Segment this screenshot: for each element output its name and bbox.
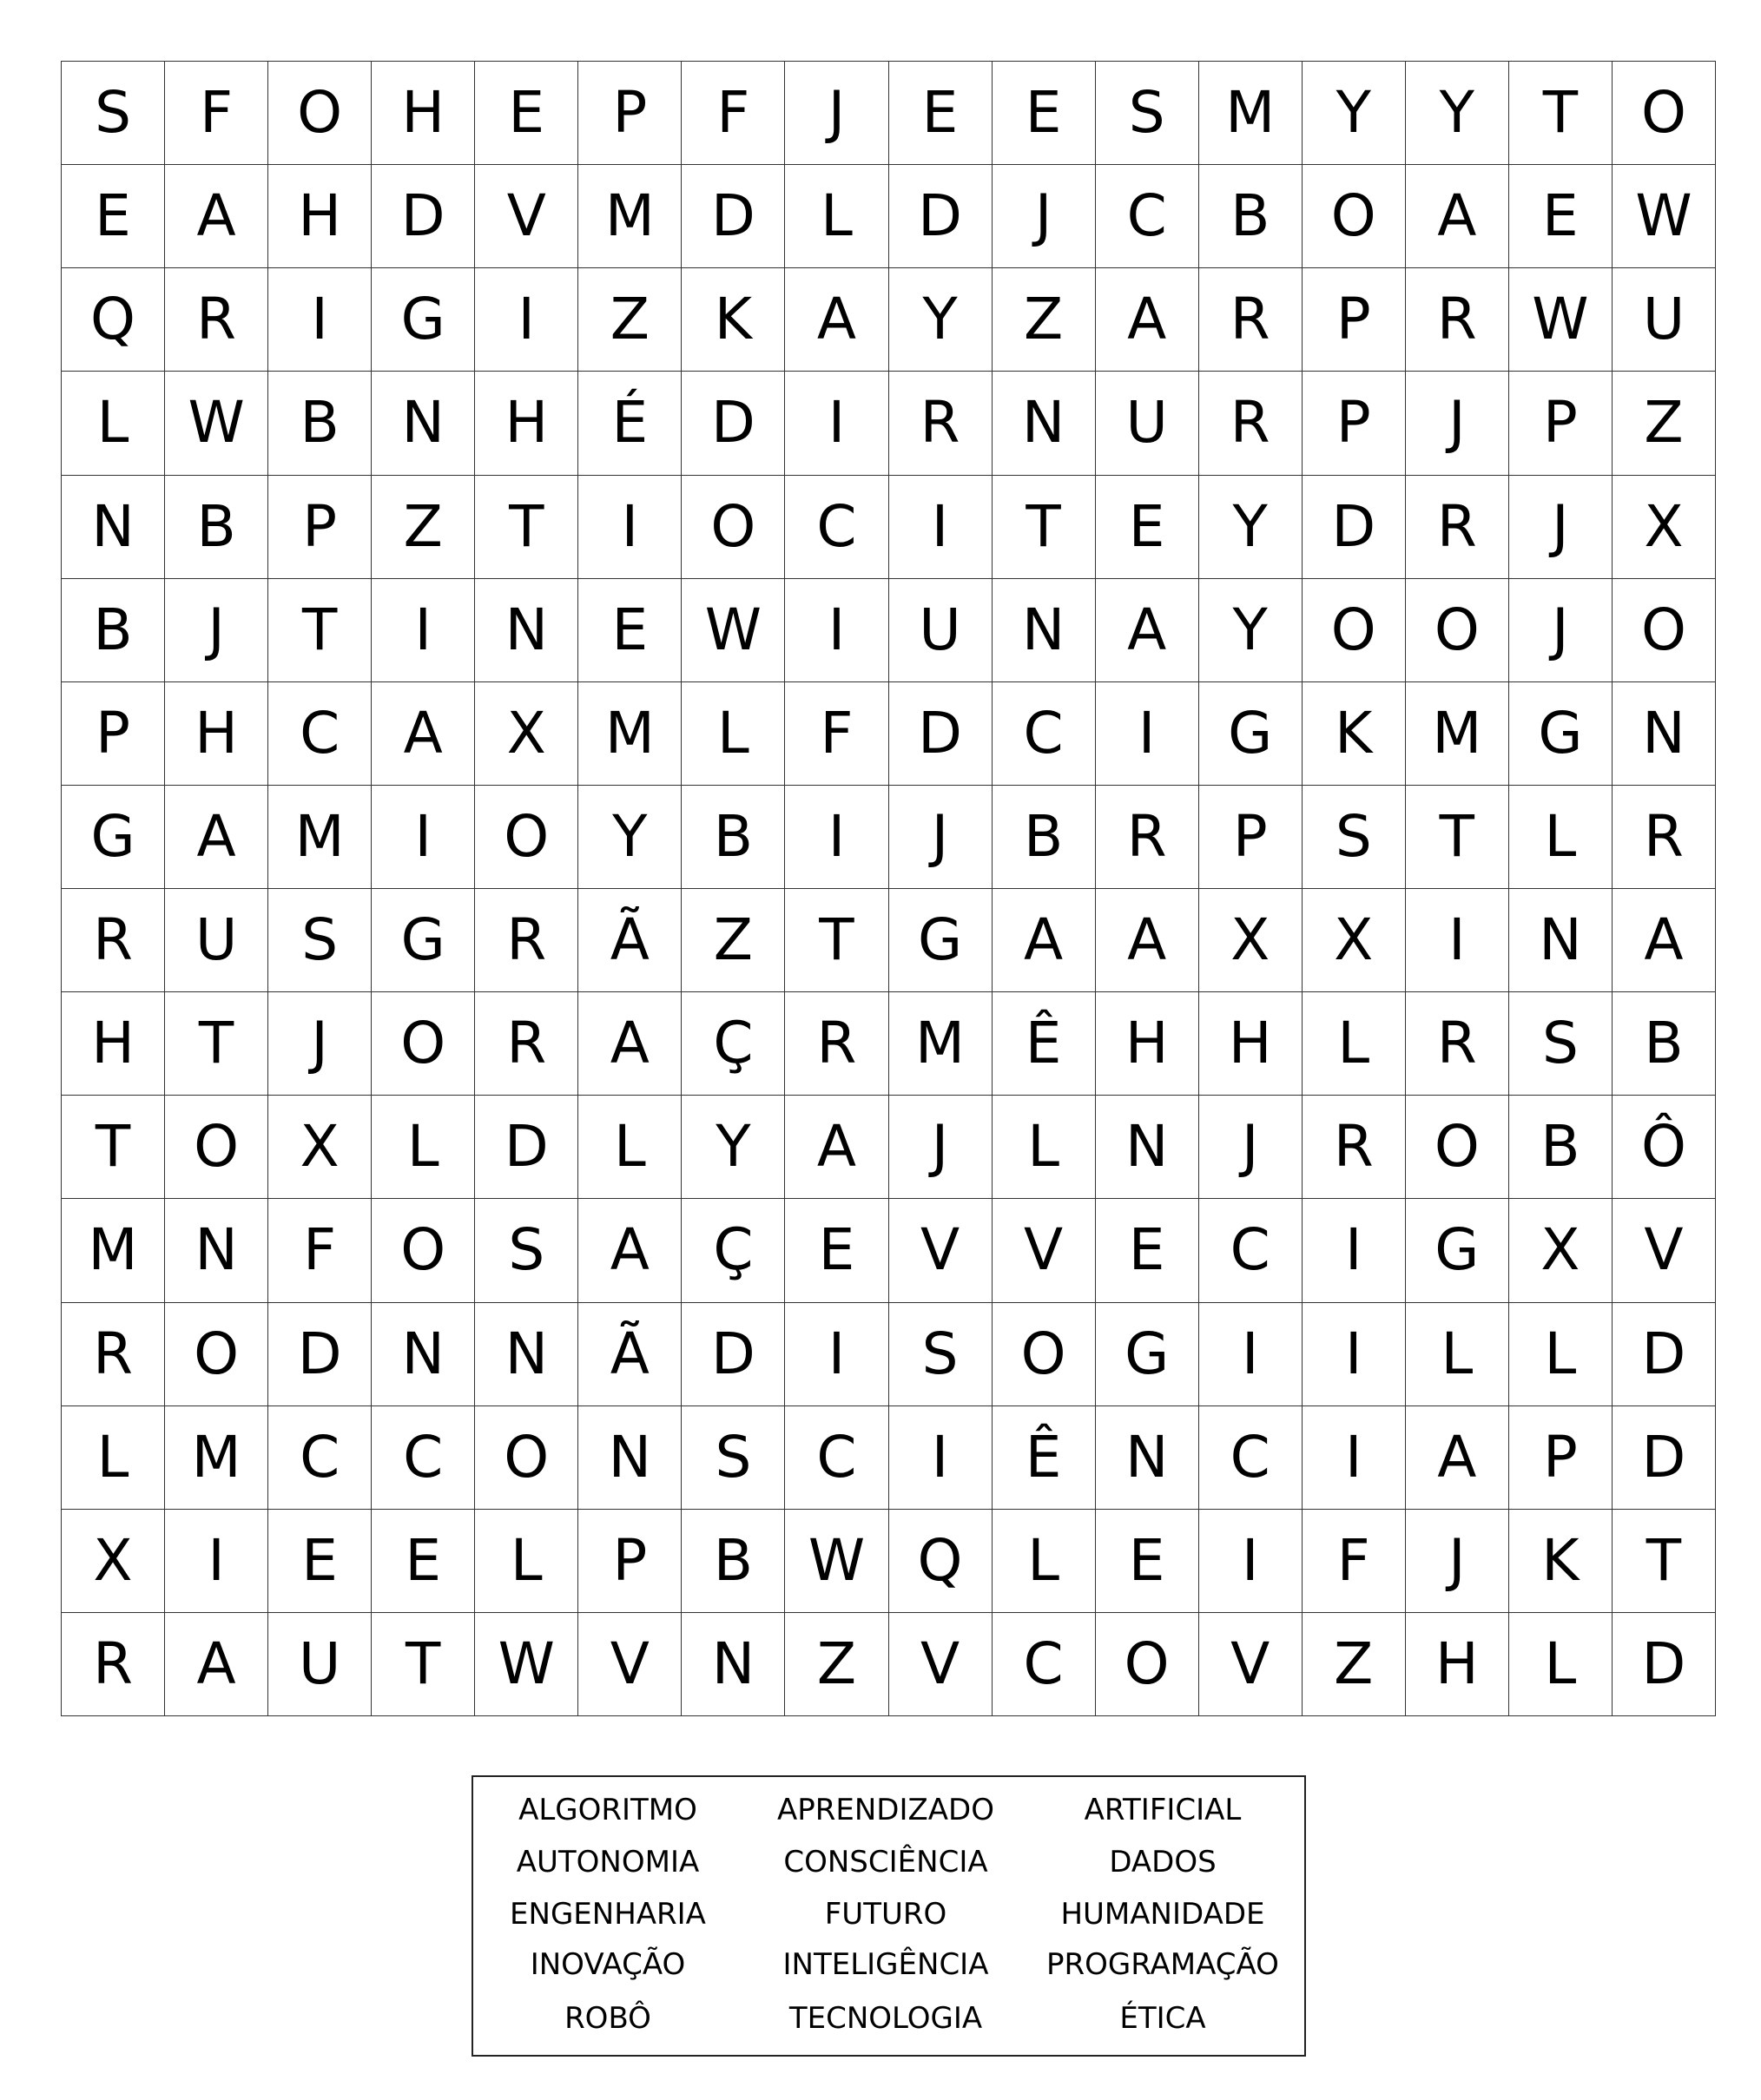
- grid-cell[interactable]: A: [578, 992, 682, 1096]
- grid-cell[interactable]: H: [1406, 1613, 1509, 1716]
- grid-cell[interactable]: P: [1509, 372, 1613, 475]
- grid-cell[interactable]: G: [1406, 1199, 1509, 1302]
- grid-cell[interactable]: L: [62, 372, 165, 475]
- grid-cell[interactable]: Ç: [682, 992, 785, 1096]
- grid-cell[interactable]: R: [889, 372, 993, 475]
- grid-cell[interactable]: E: [785, 1199, 888, 1302]
- grid-cell[interactable]: A: [165, 786, 268, 889]
- grid-cell[interactable]: R: [785, 992, 888, 1096]
- grid-cell[interactable]: Ô: [1613, 1096, 1716, 1199]
- grid-cell[interactable]: O: [1303, 579, 1406, 682]
- word-bank: [472, 1775, 1306, 2057]
- grid-cell[interactable]: I: [1199, 1510, 1303, 1613]
- grid-cell[interactable]: Y: [578, 786, 682, 889]
- grid-cell[interactable]: U: [1613, 268, 1716, 372]
- grid-cell[interactable]: T: [62, 1096, 165, 1199]
- grid-cell[interactable]: Z: [1613, 372, 1716, 475]
- grid-cell[interactable]: M: [1199, 62, 1303, 165]
- grid-cell[interactable]: S: [268, 889, 372, 992]
- grid-cell[interactable]: J: [785, 62, 888, 165]
- grid-cell[interactable]: J: [1406, 372, 1509, 475]
- grid-cell[interactable]: O: [1406, 1096, 1509, 1199]
- grid-cell[interactable]: F: [785, 682, 888, 786]
- grid-cell[interactable]: B: [268, 372, 372, 475]
- grid-cell[interactable]: A: [165, 165, 268, 268]
- grid-cell[interactable]: E: [993, 62, 1096, 165]
- grid-cell[interactable]: B: [1613, 992, 1716, 1096]
- grid-cell[interactable]: A: [993, 889, 1096, 992]
- grid-cell[interactable]: O: [1096, 1613, 1199, 1716]
- grid-cell[interactable]: C: [268, 682, 372, 786]
- grid-cell[interactable]: Z: [1303, 1613, 1406, 1716]
- grid-cell[interactable]: O: [1613, 62, 1716, 165]
- grid-cell[interactable]: L: [785, 165, 888, 268]
- grid-cell[interactable]: V: [889, 1199, 993, 1302]
- grid-cell[interactable]: I: [1303, 1406, 1406, 1510]
- grid-cell[interactable]: D: [1613, 1613, 1716, 1716]
- grid-cell[interactable]: L: [1303, 992, 1406, 1096]
- grid-cell[interactable]: A: [578, 1199, 682, 1302]
- grid-cell[interactable]: J: [1199, 1096, 1303, 1199]
- grid-cell[interactable]: X: [268, 1096, 372, 1199]
- grid-cell[interactable]: I: [475, 268, 578, 372]
- grid-cell[interactable]: L: [475, 1510, 578, 1613]
- grid-cell[interactable]: N: [682, 1613, 785, 1716]
- grid-cell[interactable]: O: [1303, 165, 1406, 268]
- grid-cell[interactable]: Y: [1303, 62, 1406, 165]
- grid-cell[interactable]: Ê: [993, 992, 1096, 1096]
- grid-cell[interactable]: T: [1613, 1510, 1716, 1613]
- grid-cell[interactable]: N: [1613, 682, 1716, 786]
- word-bank-item: INOVAÇÃO: [530, 1947, 686, 1982]
- grid-cell[interactable]: I: [578, 476, 682, 579]
- grid-cell[interactable]: U: [268, 1613, 372, 1716]
- grid-cell[interactable]: D: [682, 372, 785, 475]
- grid-cell[interactable]: O: [1613, 579, 1716, 682]
- grid-cell[interactable]: A: [1096, 579, 1199, 682]
- grid-cell[interactable]: N: [1096, 1096, 1199, 1199]
- grid-cell[interactable]: Z: [578, 268, 682, 372]
- grid-cell[interactable]: W: [785, 1510, 888, 1613]
- grid-cell[interactable]: O: [268, 62, 372, 165]
- grid-cell[interactable]: D: [475, 1096, 578, 1199]
- grid-cell[interactable]: A: [1096, 268, 1199, 372]
- grid-cell[interactable]: D: [1613, 1406, 1716, 1510]
- grid-cell[interactable]: J: [993, 165, 1096, 268]
- word-bank-item: ALGORITMO: [518, 1793, 697, 1827]
- grid-cell[interactable]: I: [1303, 1199, 1406, 1302]
- grid-cell[interactable]: X: [475, 682, 578, 786]
- grid-cell[interactable]: D: [889, 682, 993, 786]
- grid-cell[interactable]: H: [1096, 992, 1199, 1096]
- grid-cell[interactable]: S: [1509, 992, 1613, 1096]
- grid-cell[interactable]: U: [165, 889, 268, 992]
- grid-cell[interactable]: L: [993, 1096, 1096, 1199]
- grid-cell[interactable]: T: [165, 992, 268, 1096]
- grid-cell[interactable]: Y: [682, 1096, 785, 1199]
- word-bank-item: ROBÔ: [564, 2001, 651, 2036]
- grid-cell[interactable]: B: [165, 476, 268, 579]
- grid-cell[interactable]: V: [578, 1613, 682, 1716]
- grid-cell[interactable]: T: [993, 476, 1096, 579]
- grid-cell[interactable]: I: [785, 1303, 888, 1406]
- grid-cell[interactable]: Y: [889, 268, 993, 372]
- grid-cell[interactable]: P: [62, 682, 165, 786]
- word-bank-item: ARTIFICIAL: [1084, 1793, 1242, 1827]
- grid-cell[interactable]: G: [62, 786, 165, 889]
- grid-cell[interactable]: E: [1096, 1199, 1199, 1302]
- grid-cell[interactable]: G: [372, 268, 475, 372]
- grid-cell[interactable]: N: [475, 1303, 578, 1406]
- grid-cell[interactable]: Y: [1406, 62, 1509, 165]
- grid-cell[interactable]: Q: [889, 1510, 993, 1613]
- grid-cell[interactable]: W: [1613, 165, 1716, 268]
- grid-cell[interactable]: A: [785, 268, 888, 372]
- grid-cell[interactable]: E: [1096, 1510, 1199, 1613]
- grid-cell[interactable]: S: [1303, 786, 1406, 889]
- grid-cell[interactable]: S: [682, 1406, 785, 1510]
- word-bank-item: INTELIGÊNCIA: [782, 1947, 989, 1982]
- grid-cell[interactable]: V: [1613, 1199, 1716, 1302]
- grid-cell[interactable]: D: [889, 165, 993, 268]
- grid-cell[interactable]: L: [993, 1510, 1096, 1613]
- grid-cell[interactable]: R: [1199, 372, 1303, 475]
- word-bank-item: AUTONOMIA: [516, 1845, 700, 1879]
- grid-cell[interactable]: Q: [62, 268, 165, 372]
- grid-cell[interactable]: R: [1406, 476, 1509, 579]
- grid-cell[interactable]: N: [475, 579, 578, 682]
- grid-cell[interactable]: C: [1199, 1406, 1303, 1510]
- grid-cell[interactable]: P: [578, 1510, 682, 1613]
- grid-cell[interactable]: B: [1199, 165, 1303, 268]
- grid-cell[interactable]: P: [578, 62, 682, 165]
- grid-cell[interactable]: H: [62, 992, 165, 1096]
- grid-cell[interactable]: I: [165, 1510, 268, 1613]
- grid-cell[interactable]: T: [1509, 62, 1613, 165]
- grid-cell[interactable]: R: [1406, 992, 1509, 1096]
- grid-cell[interactable]: J: [1406, 1510, 1509, 1613]
- grid-cell[interactable]: S: [889, 1303, 993, 1406]
- word-search-grid: [61, 61, 1716, 1716]
- grid-cell[interactable]: Z: [682, 889, 785, 992]
- grid-cell[interactable]: U: [889, 579, 993, 682]
- grid-cell[interactable]: Y: [1199, 579, 1303, 682]
- grid-cell[interactable]: X: [1613, 476, 1716, 579]
- grid-cell[interactable]: L: [1509, 1303, 1613, 1406]
- grid-cell[interactable]: M: [1406, 682, 1509, 786]
- grid-cell[interactable]: E: [268, 1510, 372, 1613]
- grid-cell[interactable]: V: [993, 1199, 1096, 1302]
- grid-cell[interactable]: I: [785, 786, 888, 889]
- grid-cell[interactable]: W: [165, 372, 268, 475]
- grid-cell[interactable]: S: [62, 62, 165, 165]
- grid-cell[interactable]: N: [372, 372, 475, 475]
- grid-cell[interactable]: I: [889, 1406, 993, 1510]
- grid-cell[interactable]: L: [1406, 1303, 1509, 1406]
- word-bank-item: APRENDIZADO: [776, 1793, 994, 1827]
- grid-cell[interactable]: J: [1509, 476, 1613, 579]
- grid-cell[interactable]: E: [578, 579, 682, 682]
- grid-cell[interactable]: B: [1509, 1096, 1613, 1199]
- word-bank-item: CONSCIÊNCIA: [783, 1845, 988, 1879]
- grid-cell[interactable]: R: [62, 889, 165, 992]
- grid-cell[interactable]: R: [1613, 786, 1716, 889]
- grid-cell[interactable]: L: [682, 682, 785, 786]
- grid-cell[interactable]: B: [682, 786, 785, 889]
- grid-cell[interactable]: W: [475, 1613, 578, 1716]
- grid-cell[interactable]: C: [785, 1406, 888, 1510]
- grid-cell[interactable]: X: [62, 1510, 165, 1613]
- word-bank-item: DADOS: [1109, 1845, 1217, 1879]
- grid-cell[interactable]: N: [993, 579, 1096, 682]
- grid-cell[interactable]: C: [372, 1406, 475, 1510]
- grid-cell[interactable]: G: [372, 889, 475, 992]
- grid-cell[interactable]: I: [1406, 889, 1509, 992]
- grid-cell[interactable]: O: [682, 476, 785, 579]
- grid-cell[interactable]: T: [475, 476, 578, 579]
- grid-cell[interactable]: G: [1509, 682, 1613, 786]
- word-bank-item: FUTURO: [824, 1897, 947, 1932]
- grid-cell[interactable]: R: [475, 992, 578, 1096]
- grid-cell[interactable]: L: [578, 1096, 682, 1199]
- grid-cell[interactable]: L: [1509, 786, 1613, 889]
- grid-cell[interactable]: I: [785, 372, 888, 475]
- grid-cell[interactable]: N: [165, 1199, 268, 1302]
- grid-cell[interactable]: M: [889, 992, 993, 1096]
- grid-cell[interactable]: T: [268, 579, 372, 682]
- grid-cell[interactable]: B: [682, 1510, 785, 1613]
- grid-cell[interactable]: R: [62, 1303, 165, 1406]
- grid-cell[interactable]: F: [268, 1199, 372, 1302]
- grid-cell[interactable]: X: [1199, 889, 1303, 992]
- grid-cell[interactable]: M: [578, 165, 682, 268]
- grid-cell[interactable]: D: [682, 165, 785, 268]
- word-bank-item: HUMANIDADE: [1060, 1897, 1265, 1932]
- grid-cell[interactable]: A: [165, 1613, 268, 1716]
- grid-cell[interactable]: W: [1509, 268, 1613, 372]
- grid-cell[interactable]: P: [1509, 1406, 1613, 1510]
- grid-cell[interactable]: D: [268, 1303, 372, 1406]
- grid-cell[interactable]: O: [993, 1303, 1096, 1406]
- grid-cell[interactable]: A: [1096, 889, 1199, 992]
- grid-cell[interactable]: V: [1199, 1613, 1303, 1716]
- grid-cell[interactable]: I: [889, 476, 993, 579]
- grid-cell[interactable]: M: [578, 682, 682, 786]
- grid-cell[interactable]: N: [62, 476, 165, 579]
- grid-cell[interactable]: H: [268, 165, 372, 268]
- grid-cell[interactable]: A: [372, 682, 475, 786]
- grid-cell[interactable]: I: [372, 579, 475, 682]
- grid-cell[interactable]: Z: [785, 1613, 888, 1716]
- grid-cell[interactable]: Y: [1199, 476, 1303, 579]
- grid-cell[interactable]: K: [1509, 1510, 1613, 1613]
- grid-cell[interactable]: J: [889, 1096, 993, 1199]
- grid-cell[interactable]: R: [475, 889, 578, 992]
- grid-cell[interactable]: C: [1096, 165, 1199, 268]
- grid-cell[interactable]: L: [372, 1096, 475, 1199]
- grid-cell[interactable]: K: [1303, 682, 1406, 786]
- grid-cell[interactable]: C: [993, 1613, 1096, 1716]
- grid-cell[interactable]: O: [372, 1199, 475, 1302]
- grid-cell[interactable]: L: [62, 1406, 165, 1510]
- grid-cell[interactable]: I: [1303, 1303, 1406, 1406]
- grid-cell[interactable]: Ê: [993, 1406, 1096, 1510]
- grid-cell[interactable]: V: [889, 1613, 993, 1716]
- grid-cell[interactable]: U: [1096, 372, 1199, 475]
- grid-cell[interactable]: Z: [372, 476, 475, 579]
- grid-cell[interactable]: E: [372, 1510, 475, 1613]
- grid-cell[interactable]: F: [1303, 1510, 1406, 1613]
- grid-cell[interactable]: P: [1199, 786, 1303, 889]
- grid-cell[interactable]: N: [1509, 889, 1613, 992]
- grid-cell[interactable]: P: [268, 476, 372, 579]
- grid-cell[interactable]: M: [268, 786, 372, 889]
- grid-cell[interactable]: R: [62, 1613, 165, 1716]
- grid-cell[interactable]: R: [1199, 268, 1303, 372]
- grid-cell[interactable]: R: [1096, 786, 1199, 889]
- grid-cell[interactable]: C: [993, 682, 1096, 786]
- grid-cell[interactable]: E: [889, 62, 993, 165]
- grid-cell[interactable]: R: [1406, 268, 1509, 372]
- grid-cell[interactable]: G: [889, 889, 993, 992]
- grid-cell[interactable]: E: [1096, 476, 1199, 579]
- grid-cell[interactable]: M: [165, 1406, 268, 1510]
- grid-cell[interactable]: N: [993, 372, 1096, 475]
- grid-cell[interactable]: X: [1509, 1199, 1613, 1302]
- word-bank-item: ENGENHARIA: [510, 1897, 706, 1932]
- grid-cell[interactable]: J: [268, 992, 372, 1096]
- grid-cell[interactable]: G: [1199, 682, 1303, 786]
- grid-cell[interactable]: E: [1509, 165, 1613, 268]
- word-bank-item: TECNOLOGIA: [788, 2001, 983, 2036]
- grid-cell[interactable]: Ç: [682, 1199, 785, 1302]
- grid-cell[interactable]: D: [1303, 476, 1406, 579]
- grid-cell[interactable]: V: [475, 165, 578, 268]
- grid-cell[interactable]: K: [682, 268, 785, 372]
- grid-cell[interactable]: D: [1613, 1303, 1716, 1406]
- grid-cell[interactable]: O: [165, 1303, 268, 1406]
- grid-cell[interactable]: H: [475, 372, 578, 475]
- grid-cell[interactable]: H: [165, 682, 268, 786]
- grid-cell[interactable]: O: [1406, 579, 1509, 682]
- grid-cell[interactable]: L: [1509, 1613, 1613, 1716]
- grid-cell[interactable]: E: [62, 165, 165, 268]
- word-bank-item: ÉTICA: [1119, 2001, 1206, 2036]
- grid-cell[interactable]: W: [682, 579, 785, 682]
- grid-cell[interactable]: I: [1096, 682, 1199, 786]
- grid-cell[interactable]: A: [785, 1096, 888, 1199]
- grid-cell[interactable]: É: [578, 372, 682, 475]
- grid-cell[interactable]: O: [475, 786, 578, 889]
- grid-cell[interactable]: P: [1303, 372, 1406, 475]
- grid-cell[interactable]: C: [1199, 1199, 1303, 1302]
- grid-cell[interactable]: J: [1509, 579, 1613, 682]
- grid-cell[interactable]: M: [62, 1199, 165, 1302]
- grid-cell[interactable]: J: [165, 579, 268, 682]
- grid-cell[interactable]: B: [993, 786, 1096, 889]
- grid-cell[interactable]: F: [682, 62, 785, 165]
- grid-cell[interactable]: G: [1096, 1303, 1199, 1406]
- grid-cell[interactable]: N: [1096, 1406, 1199, 1510]
- grid-cell[interactable]: D: [682, 1303, 785, 1406]
- grid-cell[interactable]: S: [1096, 62, 1199, 165]
- grid-cell[interactable]: O: [165, 1096, 268, 1199]
- grid-cell[interactable]: Ã: [578, 1303, 682, 1406]
- grid-cell[interactable]: H: [372, 62, 475, 165]
- grid-cell[interactable]: X: [1303, 889, 1406, 992]
- grid-cell[interactable]: B: [62, 579, 165, 682]
- grid-cell[interactable]: P: [1303, 268, 1406, 372]
- grid-cell[interactable]: E: [475, 62, 578, 165]
- grid-cell[interactable]: I: [268, 268, 372, 372]
- grid-cell[interactable]: N: [578, 1406, 682, 1510]
- grid-cell[interactable]: C: [785, 476, 888, 579]
- grid-cell[interactable]: F: [165, 62, 268, 165]
- grid-cell[interactable]: I: [372, 786, 475, 889]
- grid-cell[interactable]: I: [785, 579, 888, 682]
- grid-cell[interactable]: R: [1303, 1096, 1406, 1199]
- grid-cell[interactable]: T: [785, 889, 888, 992]
- grid-cell[interactable]: A: [1613, 889, 1716, 992]
- grid-cell[interactable]: S: [475, 1199, 578, 1302]
- grid-cell[interactable]: O: [372, 992, 475, 1096]
- grid-cell[interactable]: A: [1406, 1406, 1509, 1510]
- grid-cell[interactable]: A: [1406, 165, 1509, 268]
- grid-cell[interactable]: D: [372, 165, 475, 268]
- grid-cell[interactable]: O: [475, 1406, 578, 1510]
- grid-cell[interactable]: Ã: [578, 889, 682, 992]
- grid-cell[interactable]: J: [889, 786, 993, 889]
- grid-cell[interactable]: H: [1199, 992, 1303, 1096]
- grid-cell[interactable]: R: [165, 268, 268, 372]
- grid-cell[interactable]: I: [1199, 1303, 1303, 1406]
- grid-cell[interactable]: C: [268, 1406, 372, 1510]
- grid-cell[interactable]: T: [372, 1613, 475, 1716]
- grid-cell[interactable]: N: [372, 1303, 475, 1406]
- grid-cell[interactable]: Z: [993, 268, 1096, 372]
- word-bank-item: PROGRAMAÇÃO: [1046, 1947, 1279, 1982]
- grid-cell[interactable]: T: [1406, 786, 1509, 889]
